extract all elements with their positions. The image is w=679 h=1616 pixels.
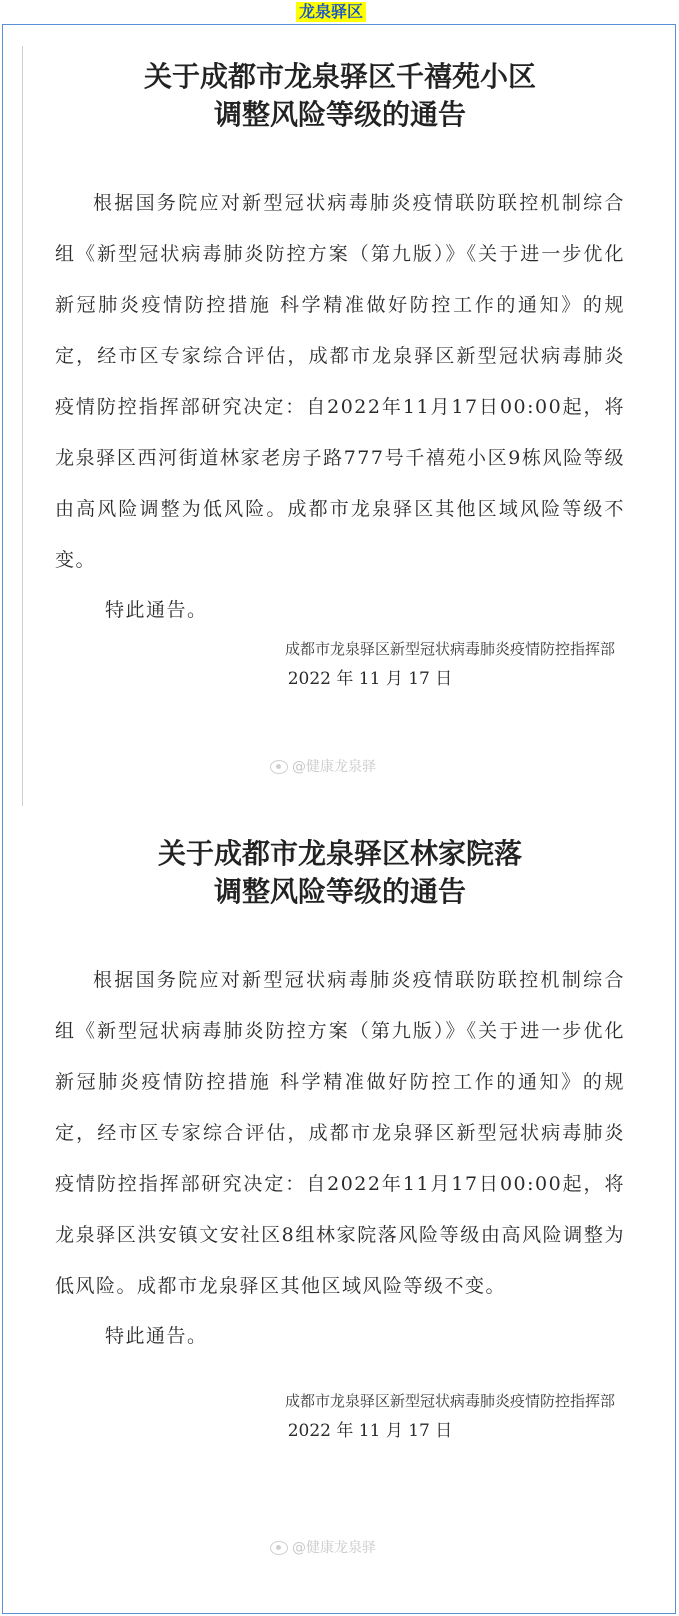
notice-2-issuer: 成都市龙泉驿区新型冠状病毒肺炎疫情防控指挥部 bbox=[284, 1392, 615, 1410]
notice-2-date: 2022 年 11 月 17 日 bbox=[287, 1421, 453, 1441]
notice-2-title-line2: 调整风险等级的通告 bbox=[213, 875, 466, 908]
district-tag: 龙泉驿区 bbox=[296, 2, 366, 22]
notice-1-title-line1: 关于成都市龙泉驿区千禧苑小区 bbox=[143, 60, 536, 93]
notice-1-date: 2022 年 11 月 17 日 bbox=[287, 669, 453, 689]
watermark-2 bbox=[270, 1537, 376, 1557]
notice-1 bbox=[55, 58, 625, 694]
notice-1-title-line2: 调整风险等级的通告 bbox=[213, 98, 466, 131]
weibo-eye-icon bbox=[270, 760, 288, 774]
notice-2 bbox=[55, 835, 625, 1446]
notice-1-issuer: 成都市龙泉驿区新型冠状病毒肺炎疫情防控指挥部 bbox=[284, 640, 615, 658]
watermark-2-text: @健康龙泉驿 bbox=[292, 1540, 376, 1556]
notice-1-body: 根据国务院应对新型冠状病毒肺炎疫情联防联控机制综合组《新型冠状病毒肺炎防控方案（第九版）》《关于进一步优化新冠肺炎疫情防控措施 科学精准做好防控工作的通知》的规定，经市区专家综合评估，成都市龙泉驿区新型冠状病毒肺炎疫情防控指挥部研究决定：自2022年11月17日00:00起，将龙泉驿区西河街道林家老房子路777号千禧苑小区9栋风险等级由高风险调整为低风险。成都市龙泉驿区其他区域风险等级不变。 bbox=[55, 192, 625, 571]
watermark-1 bbox=[270, 756, 376, 776]
watermark-1-text: @健康龙泉驿 bbox=[292, 759, 376, 775]
notice-1-closing: 特此通告。 bbox=[105, 599, 208, 621]
notice-2-title-line1: 关于成都市龙泉驿区林家院落 bbox=[157, 837, 522, 870]
notice-2-body: 根据国务院应对新型冠状病毒肺炎疫情联防联控机制综合组《新型冠状病毒肺炎防控方案（第九版）》《关于进一步优化新冠肺炎疫情防控措施 科学精准做好防控工作的通知》的规定，经市区专家综合评估，成都市龙泉驿区新型冠状病毒肺炎疫情防控指挥部研究决定：自2022年11月17日00:00起，将龙泉驿区洪安镇文安社区8组林家院落风险等级由高风险调整为低风险。成都市龙泉驿区其他区域风险等级不变。 bbox=[55, 969, 625, 1297]
left-rule bbox=[22, 46, 23, 806]
weibo-eye-icon bbox=[270, 1541, 288, 1555]
notice-2-closing: 特此通告。 bbox=[105, 1325, 208, 1347]
